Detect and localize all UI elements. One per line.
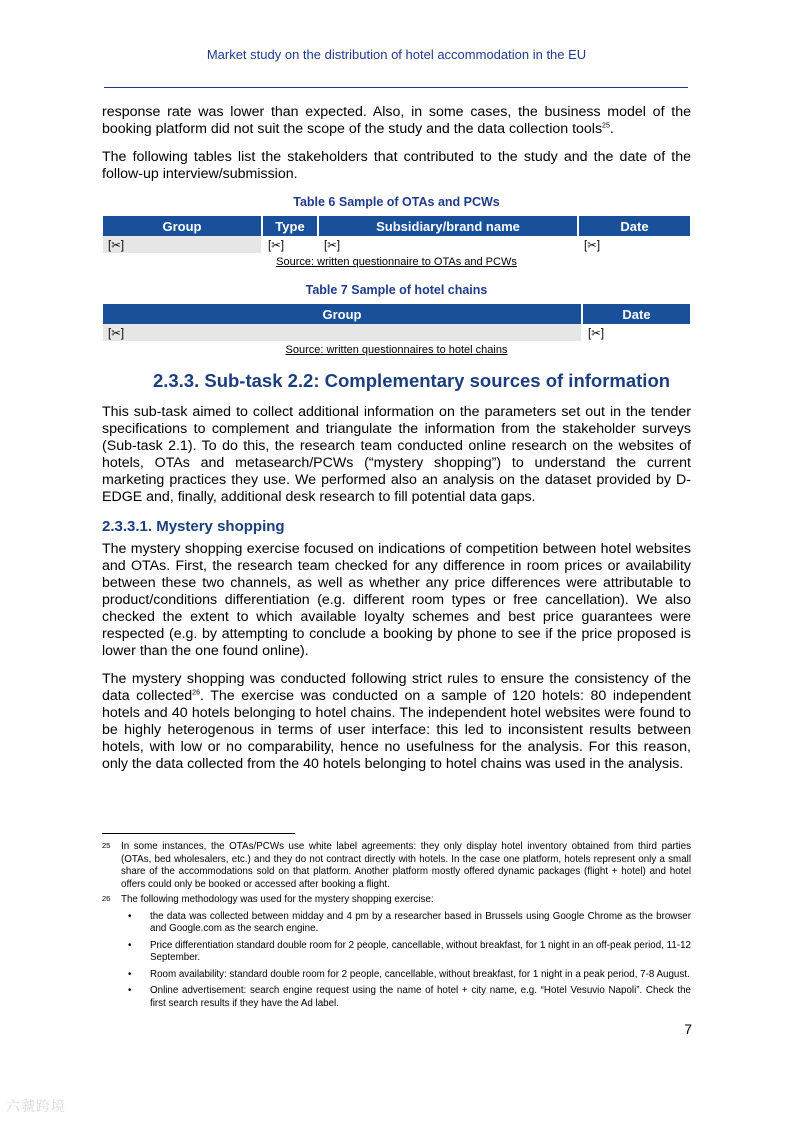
section-paragraph: This sub-task aimed to collect additional information on the parameters set out in the tender specifications to complement and triangulate the information from the stakeholder surveys (Sub-task 2.1). To do this, the research team conducted online research on the websites of hotels, OTAs and metasearch/PCWs (“mystery shopping”) to understand the current marketing practices they use. We performed also an analysis on the dataset provided by D-EDGE and, finally, additional desk research to fill potential data gaps. [102, 404, 691, 505]
subsection-heading: 2.3.3.1. Mystery shopping [102, 518, 285, 535]
table-6-header-group: Group [103, 216, 263, 236]
list-item: • the data was collected between midday and 4 pm by a researcher based in Brussels using Google Chrome as the browser and Google.com as the search engine. [121, 911, 691, 936]
table-6-header-date: Date [579, 216, 690, 236]
table-7-header-date: Date [583, 304, 690, 324]
footnote-text: In some instances, the OTAs/PCWs use white label agreements: they only display hotel inventory obtained from third parties (OTAs, bed wholesalers, etc.) and they do not contract directly with hotels. In the case one platform, hotels represent only a small share of the accommodations sold on that platform. Another platform mostly offered dynamic packages (flight + hotel) and hotel offers could only be booked or accessed after booking a flight. [121, 841, 691, 890]
footnote-number: 26 [102, 894, 111, 903]
table-6-caption: Table 6 Sample of OTAs and PCWs [293, 195, 500, 209]
footnote-ref-25[interactable]: 25 [602, 122, 610, 130]
footnote-26-list [121, 911, 691, 1011]
list-item: • Online advertisement: search engine request using the name of hotel + city name, e.g. “Hotel Vesuvio Napoli”. Check the first search results if they have the Ad label. [121, 985, 691, 1010]
page-number: 7 [684, 1021, 692, 1037]
footnotes [102, 841, 691, 1014]
subsection-paragraph-1: The mystery shopping exercise focused on indications of competition between hotel websites and OTAs. First, the research team checked for any difference in room prices or availability between these two channels, as well as whether any price differences were attributable to product/conditions differentiation (e.g. different room types or free cancellation). We also checked the extent to which available loyalty schemes and best price guarantees were respected (e.g. by attempting to conclude a booking by phone to see if the price proposed is lower than the one found online). [102, 541, 691, 659]
table-row [103, 324, 690, 341]
section-heading: 2.3.3. Sub-task 2.2: Complementary sources of information [152, 370, 671, 391]
table-6 [103, 216, 690, 253]
list-item: • Price differentiation standard double room for 2 people, cancellable, without breakfast, for 1 night in an off-peak period, 11-12 September. [121, 940, 691, 965]
intro-paragraph-1: response rate was lower than expected. Also, in some cases, the business model of the booking platform did not suit the scope of the study and the data collection tools$^{25}$. [102, 104, 691, 137]
table-6-header-brand: Subsidiary/brand name [319, 216, 579, 236]
footnote-26 [102, 894, 691, 907]
list-item: • Room availability: standard double room for 2 people, cancellable, without breakfast, for 1 night in a peak period, 7-8 August. [121, 969, 691, 982]
page-content [102, 104, 691, 784]
table-6-source: Source: written questionnaire to OTAs and PCWs [276, 256, 517, 268]
table-6-header-type: Type [263, 216, 319, 236]
bullet-icon: • [128, 910, 132, 922]
footnote-text: The following methodology was used for the mystery shopping exercise: [121, 894, 434, 905]
running-header: Market study on the distribution of hotel accommodation in the EU [206, 47, 587, 62]
table-row [103, 236, 690, 253]
footnote-25 [102, 841, 691, 891]
table-6-cell-type: [✂] [263, 236, 319, 253]
footnote-number: 25 [102, 841, 111, 850]
watermark: 六虢跨境 [6, 1098, 66, 1114]
subsection-paragraph-2: The mystery shopping was conducted following strict rules to ensure the consistency of the data collected$^{26}$. The exercise was conducted on a sample of 120 hotels: 80 independent hotels and 40 hotels belonging to hotel chains. The independent hotel websites were found to be highly heterogenous in terms of user interface: this led to inconsistent results between hotels, with low or no comparability, hence no usefulness for the analysis. For this reason, only the data collected from the 40 hotels belonging to hotel chains was used in the analysis. [102, 671, 691, 772]
bullet-icon: • [128, 985, 132, 996]
table-6-cell-date: [✂] [584, 239, 601, 252]
intro-paragraph-2: The following tables list the stakeholders that contributed to the study and the date of the follow-up interview/submission. [102, 149, 691, 182]
table-7-cell-group: [✂] [103, 324, 583, 341]
header-divider [104, 87, 688, 88]
table-7-header-group: Group [103, 304, 583, 324]
table-7 [103, 304, 690, 341]
table-6-cell-brand: [✂] [319, 236, 579, 253]
footnote-ref-26[interactable]: 26 [192, 689, 200, 697]
table-7-caption: Table 7 Sample of hotel chains [305, 283, 488, 297]
table-7-cell-date: [✂] [588, 327, 605, 340]
footnote-divider [102, 833, 295, 834]
bullet-icon: • [128, 968, 132, 980]
bullet-icon: • [128, 939, 132, 951]
table-7-source: Source: written questionnaires to hotel chains [285, 344, 508, 356]
table-6-cell-group: [✂] [103, 236, 263, 253]
